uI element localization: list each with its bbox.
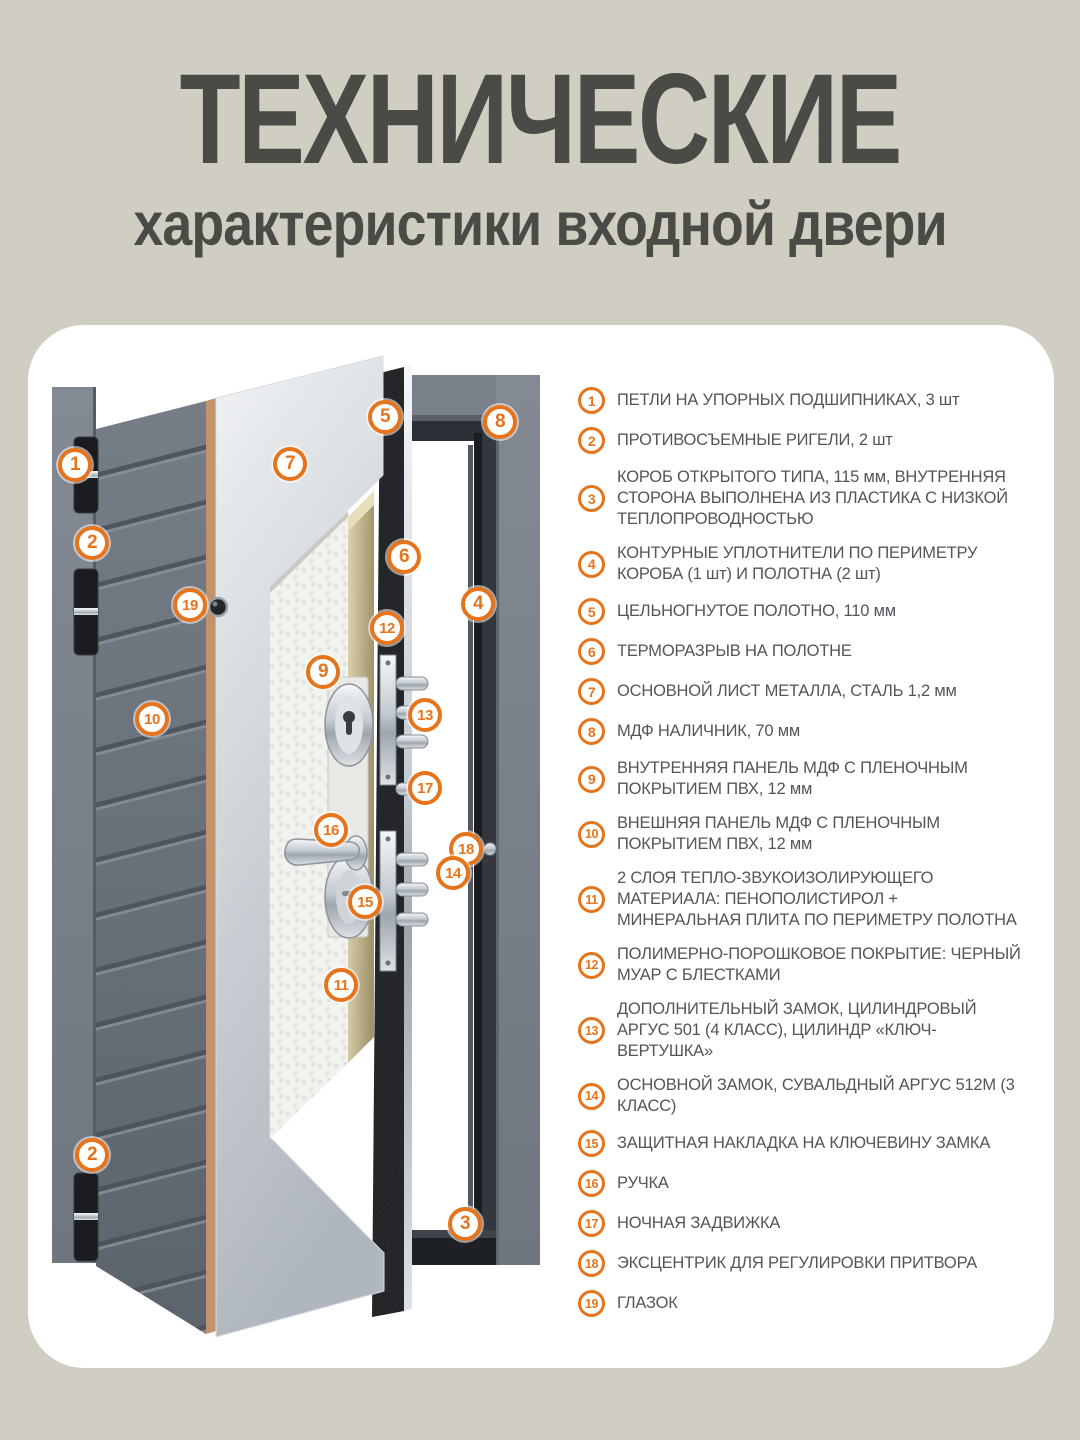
eccentric-adjuster (484, 843, 497, 856)
hinge-icon (74, 1173, 98, 1261)
spec-item-number: 19 (578, 1290, 605, 1317)
spec-item-text: ОСНОВНОЙ ЗАМОК, СУВАЛЬДНЫЙ АРГУС 512М (3 КЛАСС) (617, 1076, 1015, 1115)
spec-list (578, 387, 1044, 1330)
wall-right (496, 375, 540, 1265)
spec-item-17 (578, 1210, 1044, 1237)
spec-item-number: 2 (578, 427, 605, 454)
spec-item-text: ГЛАЗОК (617, 1294, 678, 1312)
spec-item-number: 10 (578, 821, 605, 848)
diagram-marker-number: 7 (284, 453, 296, 474)
diagram-marker-number: 14 (445, 864, 461, 882)
diagram-marker-number: 9 (317, 661, 329, 682)
spec-item-8 (578, 718, 1044, 745)
diagram-marker-number: 17 (417, 779, 433, 797)
spec-item-text: 2 СЛОЯ ТЕПЛО-ЗВУКОИЗОЛИРУЮЩЕГО МАТЕРИАЛА: ПЕНОПОЛИСТИРОЛ + МИНЕРАЛЬНАЯ ПЛИТА ПО ПЕРИМЕТРУ ПОЛОТНА (617, 869, 1017, 929)
spec-item-13 (578, 999, 1044, 1062)
door-diagram (28, 325, 568, 1368)
diagram-marker-number: 18 (458, 840, 474, 858)
diagram-marker-number: 8 (494, 411, 506, 432)
spec-item-11 (578, 868, 1044, 931)
spec-item-15 (578, 1130, 1044, 1157)
spec-item-number: 8 (578, 718, 605, 745)
spec-item-16 (578, 1170, 1044, 1197)
spec-item-number: 14 (578, 1083, 605, 1110)
diagram-marker-number: 11 (333, 976, 349, 994)
diagram-marker-number: 15 (357, 893, 373, 911)
diagram-marker-5 (368, 400, 402, 434)
hinge-icon (74, 569, 98, 655)
spec-item-number: 17 (578, 1210, 605, 1237)
spec-item-1 (578, 387, 1044, 414)
spec-item-7 (578, 678, 1044, 705)
cylinder-escutcheon (325, 684, 373, 766)
spec-item-number: 16 (578, 1170, 605, 1197)
spec-item-number: 18 (578, 1250, 605, 1277)
diagram-marker-number: 12 (379, 619, 395, 637)
mdf-panel-edge (206, 398, 216, 1334)
spec-item-text: МДФ НАЛИЧНИК, 70 мм (617, 722, 801, 740)
spec-item-9 (578, 758, 1044, 800)
spec-item-text: ПЕТЛИ НА УПОРНЫХ ПОДШИПНИКАХ, 3 шт (617, 391, 960, 409)
diagram-marker-number: 6 (398, 546, 410, 567)
spec-item-number: 15 (578, 1130, 605, 1157)
content-card (28, 325, 1054, 1368)
spec-item-number: 13 (578, 1017, 605, 1044)
door-illustration (28, 325, 568, 1368)
spec-item-number: 11 (578, 886, 605, 913)
page-title: ТЕХНИЧЕСКИЕ (179, 48, 901, 191)
spec-item-number: 12 (578, 952, 605, 979)
diagram-marker-3 (448, 1207, 482, 1241)
diagram-marker-number: 1 (69, 454, 81, 475)
wall-left (52, 387, 96, 1263)
spec-item-text: КОНТУРНЫЕ УПЛОТНИТЕЛИ ПО ПЕРИМЕТРУ КОРОБА (1 шт) И ПОЛОТНА (2 шт) (617, 544, 978, 583)
spec-item-12 (578, 944, 1044, 986)
spec-item-number: 9 (578, 766, 605, 793)
exterior-panel (96, 398, 216, 1334)
spec-item-text: ОСНОВНОЙ ЛИСТ МЕТАЛЛА, СТАЛЬ 1,2 мм (617, 682, 957, 700)
diagram-marker-4 (461, 587, 495, 621)
diagram-marker-number: 19 (182, 596, 198, 614)
spec-item-text: ТЕРМОРАЗРЫВ НА ПОЛОТНЕ (617, 642, 852, 660)
spec-item-text: НОЧНАЯ ЗАДВИЖКА (617, 1214, 781, 1232)
spec-item-number: 5 (578, 598, 605, 625)
diagram-marker-1 (58, 448, 92, 482)
diagram-marker-11 (324, 968, 358, 1002)
diagram-marker-19 (173, 588, 207, 622)
spec-item-text: ДОПОЛНИТЕЛЬНЫЙ ЗАМОК, ЦИЛИНДРОВЫЙ АРГУС 501 (4 КЛАСС), ЦИЛИНДР «КЛЮЧ-ВЕРТУШКА» (617, 1000, 977, 1060)
spec-item-text: ВНУТРЕННЯЯ ПАНЕЛЬ МДФ С ПЛЕНОЧНЫМ ПОКРЫТИЕМ ПВХ, 12 мм (617, 759, 968, 798)
spec-item-5 (578, 598, 1044, 625)
spec-item-6 (578, 638, 1044, 665)
spec-item-19 (578, 1290, 1044, 1317)
diagram-marker-number: 10 (144, 710, 160, 728)
spec-item-text: ЗАЩИТНАЯ НАКЛАДКА НА КЛЮЧЕВИНУ ЗАМКА (617, 1134, 991, 1152)
peephole-icon (209, 598, 227, 616)
spec-item-3 (578, 467, 1044, 530)
spec-item-4 (578, 543, 1044, 585)
spec-item-text: ЭКСЦЕНТРИК ДЛЯ РЕГУЛИРОВКИ ПРИТВОРА (617, 1254, 978, 1272)
spec-item-text: ЦЕЛЬНОГНУТОЕ ПОЛОТНО, 110 мм (617, 602, 896, 620)
diagram-marker-12 (370, 611, 404, 645)
spec-item-2 (578, 427, 1044, 454)
spec-item-number: 1 (578, 387, 605, 414)
diagram-marker-number: 3 (459, 1213, 471, 1234)
diagram-marker-number: 4 (472, 593, 484, 614)
spec-item-14 (578, 1075, 1044, 1117)
spec-item-text: ВНЕШНЯЯ ПАНЕЛЬ МДФ С ПЛЕНОЧНЫМ ПОКРЫТИЕМ ПВХ, 12 мм (617, 814, 940, 853)
spec-item-number: 4 (578, 551, 605, 578)
page-subtitle: характеристики входной двери (133, 190, 947, 258)
diagram-marker-13 (408, 698, 442, 732)
spec-item-number: 3 (578, 485, 605, 512)
leaf-inner-edge (404, 365, 412, 1311)
header (0, 0, 1080, 258)
diagram-marker-14 (436, 856, 470, 890)
diagram-marker-number: 16 (323, 821, 339, 839)
spec-item-text: КОРОБ ОТКРЫТОГО ТИПА, 115 мм, ВНУТРЕННЯЯ СТОРОНА ВЫПОЛНЕНА ИЗ ПЛАСТИКА С НИЗКОЙ ТЕПЛОПРОВОДНОСТЬЮ (617, 468, 1008, 528)
spec-item-18 (578, 1250, 1044, 1277)
spec-item-number: 6 (578, 638, 605, 665)
diagram-marker-number: 13 (417, 706, 433, 724)
diagram-marker-16 (314, 813, 348, 847)
diagram-marker-number: 2 (86, 1144, 98, 1165)
diagram-marker-6 (387, 540, 421, 574)
lock-bolts-bottom (396, 853, 428, 926)
diagram-marker-number: 2 (86, 532, 98, 553)
spec-item-text: ПОЛИМЕРНО-ПОРОШКОВОЕ ПОКРЫТИЕ: ЧЕРНЫЙ МУАР С БЛЕСТКАМИ (617, 945, 1021, 984)
diagram-marker-10 (135, 702, 169, 736)
spec-item-10 (578, 813, 1044, 855)
diagram-marker-2 (75, 1138, 109, 1172)
diagram-marker-2 (75, 526, 109, 560)
spec-item-text: РУЧКА (617, 1174, 669, 1192)
diagram-marker-7 (273, 447, 307, 481)
spec-item-number: 7 (578, 678, 605, 705)
diagram-marker-15 (348, 885, 382, 919)
diagram-marker-9 (306, 655, 340, 689)
diagram-marker-number: 5 (379, 406, 391, 427)
diagram-marker-17 (408, 771, 442, 805)
diagram-marker-8 (483, 405, 517, 439)
spec-item-text: ПРОТИВОСЪЕМНЫЕ РИГЕЛИ, 2 шт (617, 431, 893, 449)
